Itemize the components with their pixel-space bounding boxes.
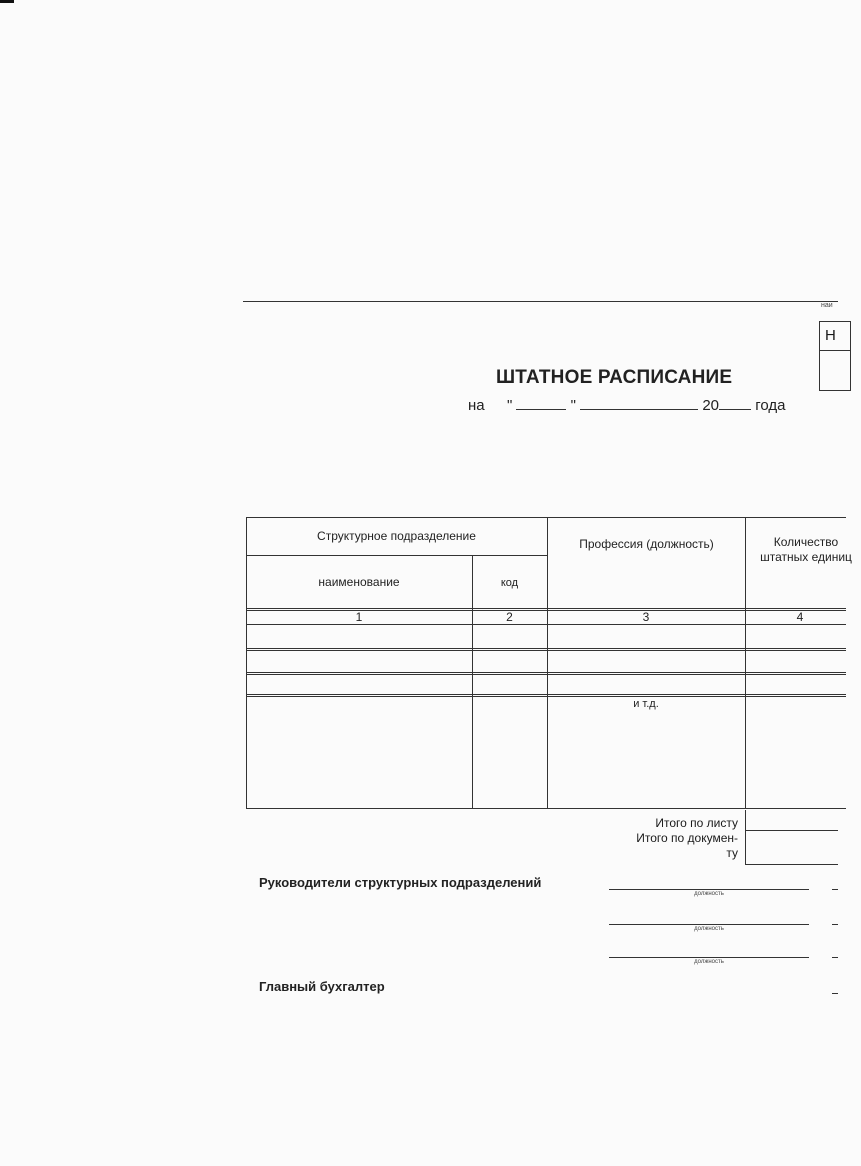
totals-box-bottom bbox=[745, 864, 838, 865]
totals-box-mid bbox=[745, 830, 838, 831]
row-line-2a bbox=[246, 672, 846, 673]
row-line-1b bbox=[246, 650, 846, 651]
heads-signature-tail-3 bbox=[832, 957, 838, 958]
heads-label: Руководители структурных подразделений bbox=[259, 875, 542, 890]
date-prefix: на bbox=[468, 397, 485, 414]
group-header-line bbox=[246, 555, 547, 556]
col-header-count: Количество штатных единиц bbox=[760, 535, 852, 564]
date-year-field[interactable] bbox=[719, 395, 751, 410]
totals-box-left bbox=[745, 810, 746, 865]
form-code-box bbox=[819, 321, 851, 391]
document-title: ШТАТНОЕ РАСПИСАНИЕ bbox=[496, 367, 733, 388]
date-day-field[interactable] bbox=[516, 395, 566, 410]
chief-accountant-label: Главный бухгалтер bbox=[259, 979, 385, 994]
col-number-4: 4 bbox=[796, 610, 804, 624]
organization-caption: наи bbox=[821, 302, 833, 309]
heads-signature-line-3[interactable] bbox=[609, 957, 809, 958]
group-header-label: Структурное подразделение bbox=[317, 529, 476, 543]
table-bottom-border bbox=[246, 808, 846, 809]
organization-name-line bbox=[243, 301, 838, 302]
date-close-quote: " bbox=[570, 397, 576, 414]
date-month-field[interactable] bbox=[580, 395, 698, 410]
col-number-3: 3 bbox=[642, 610, 650, 624]
signature-caption-3: должность bbox=[694, 959, 724, 965]
form-code-box-label: Н bbox=[820, 322, 850, 351]
col-number-2: 2 bbox=[506, 610, 513, 624]
col-separator-3 bbox=[745, 517, 746, 809]
signature-caption-1: должность bbox=[694, 891, 724, 897]
row-line-1a bbox=[246, 648, 846, 649]
date-suffix: года bbox=[755, 397, 786, 414]
row-line-3a bbox=[246, 694, 846, 695]
row-line-2b bbox=[246, 674, 846, 675]
signature-caption-2: должность bbox=[694, 926, 724, 932]
date-year-prefix: 20 bbox=[702, 397, 720, 414]
col-header-name: наименование bbox=[318, 575, 400, 589]
date-open-quote: " bbox=[506, 397, 513, 414]
row-line-3b bbox=[246, 696, 846, 697]
col-number-1: 1 bbox=[355, 610, 363, 624]
scan-corner-mark bbox=[0, 0, 14, 3]
header-bottom-line-1 bbox=[246, 608, 846, 609]
totals-labels bbox=[560, 816, 738, 861]
heads-signature-tail-1 bbox=[832, 889, 838, 890]
col-header-profession: Профессия (должность) bbox=[579, 537, 714, 551]
etc-text: и т.д. bbox=[633, 698, 659, 710]
table-left-border bbox=[246, 517, 247, 809]
table-top-border bbox=[246, 517, 846, 518]
heads-signature-line-1[interactable] bbox=[609, 889, 809, 890]
heads-signature-tail-2 bbox=[832, 924, 838, 925]
total-per-document-label-1: Итого по докумен- bbox=[636, 831, 738, 845]
heads-signature-line-2[interactable] bbox=[609, 924, 809, 925]
date-line bbox=[468, 395, 785, 414]
chief-accountant-signature-tail[interactable] bbox=[832, 993, 838, 994]
col-separator-2 bbox=[547, 517, 548, 809]
total-per-document-label-2: ту bbox=[726, 846, 738, 860]
col-separator-1 bbox=[472, 555, 473, 809]
col-header-code: код bbox=[500, 577, 519, 589]
total-per-sheet-label: Итого по листу bbox=[655, 816, 738, 830]
staff-table bbox=[246, 517, 852, 810]
number-row-line bbox=[246, 624, 846, 625]
